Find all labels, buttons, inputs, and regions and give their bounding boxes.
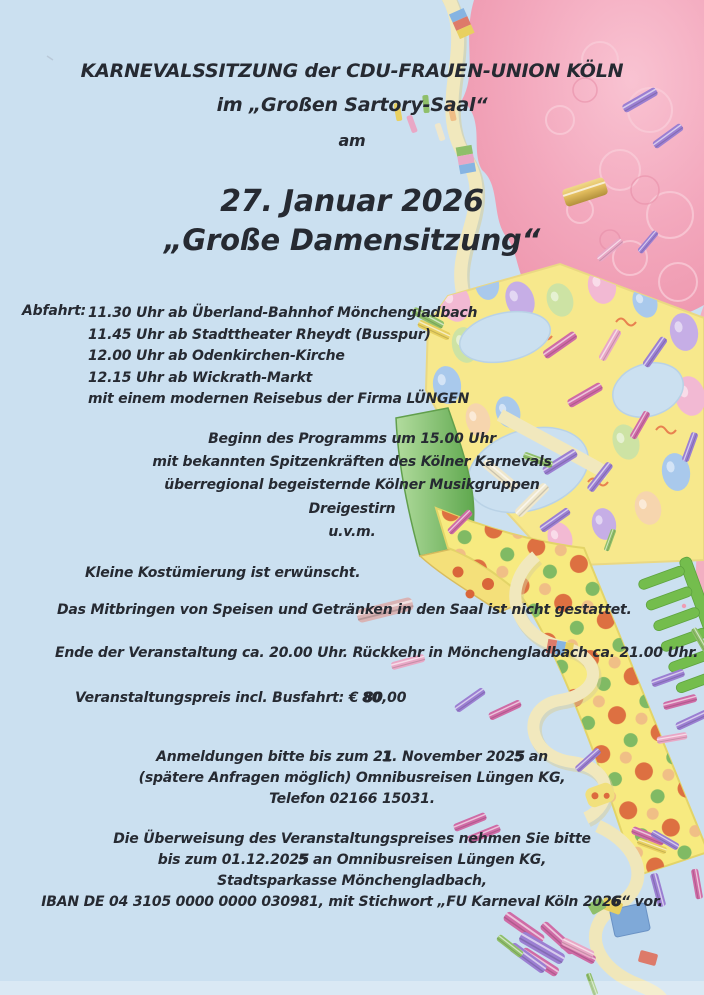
program-line: mit bekannten Spitzenkräften des Kölner Karnevals (152, 454, 552, 471)
page-title: KARNEVALSSITZUNG der CDU-FRAUEN-UNION KÖLN (80, 60, 624, 82)
registration-year-overprint: 5 (514, 749, 525, 765)
am-word: am (338, 131, 366, 150)
price-amount: 80 (362, 690, 383, 706)
program-line: u.v.m. (328, 523, 376, 540)
payment-text: “ vor. (621, 894, 663, 910)
program-line: Beginn des Programms um 15.00 Uhr (208, 431, 496, 447)
departure-label: Abfahrt: (22, 303, 86, 319)
payment-text: IBAN DE 04 3105 0000 0000 030981, mit Stichwort „FU Karneval Köln 202 (41, 894, 612, 910)
costume-note: Kleine Kostümierung ist erwünscht. (85, 565, 361, 581)
payment-line: Die Überweisung des Veranstaltungspreises nehmen Sie bitte (113, 831, 591, 847)
registration-block (0, 747, 704, 809)
event-date: 27. Januar 2026 (220, 184, 484, 219)
registration-phone-line: Telefon 02166 15031. (269, 790, 435, 807)
price-label: Veranstaltungspreis incl. Busfahrt: € (75, 690, 363, 706)
price-cents: ,00 (382, 690, 407, 706)
registration-text: an (524, 749, 548, 765)
departure-stop: 11.30 Uhr ab Überland-Bahnhof Mönchengladbach (88, 305, 478, 321)
registration-day-overprint: 1 (382, 749, 393, 765)
registration-deadline-line (0, 747, 704, 768)
payment-year-overprint: 5 (298, 852, 309, 868)
payment-keyword-year-overprint: 6 (611, 894, 622, 910)
program-block (0, 428, 704, 544)
departure-stop: 12.00 Uhr ab Odenkirchen-Kirche (88, 348, 345, 365)
departure-stop: 11.45 Uhr ab Stadttheater Rheydt (Busspur) (88, 326, 431, 343)
payment-iban-line (0, 892, 704, 913)
venue-line: im „Großen Sartory-Saal“ (216, 94, 488, 116)
payment-bank-line: Stadtsparkasse Mönchengladbach, (217, 873, 487, 889)
departure-stop: 12.15 Uhr ab Wickrath-Markt (88, 369, 313, 386)
schedule-note: Ende der Veranstaltung ca. 20.00 Uhr. Rückkehr in Mönchengladbach ca. 21.00 Uhr. (55, 645, 699, 661)
food-note: Das Mitbringen von Speisen und Getränken in den Saal ist nicht gestattet. (57, 602, 632, 618)
price-line (75, 690, 406, 706)
event-name: „Große Damensitzung“ (163, 223, 541, 257)
registration-contact-line: (spätere Anfragen möglich) Omnibusreisen Lüngen KG, (138, 769, 566, 786)
program-line: Dreigestirn (308, 500, 396, 517)
program-line: überregional begeisternde Kölner Musikgruppen (164, 477, 540, 494)
payment-text: an Omnibusreisen Lüngen KG, (308, 852, 547, 868)
registration-text: . November 202 (392, 749, 515, 765)
payment-deadline-line (0, 850, 704, 871)
departure-bus-note: mit einem modernen Reisebus der Firma LÜNGEN (88, 391, 470, 408)
scan-edge-strip (0, 981, 704, 995)
departure-list (88, 303, 477, 411)
registration-text: Anmeldungen bitte bis zum 2 (156, 749, 383, 765)
payment-text: bis zum 01.12.202 (157, 852, 299, 868)
payment-block (0, 829, 704, 913)
